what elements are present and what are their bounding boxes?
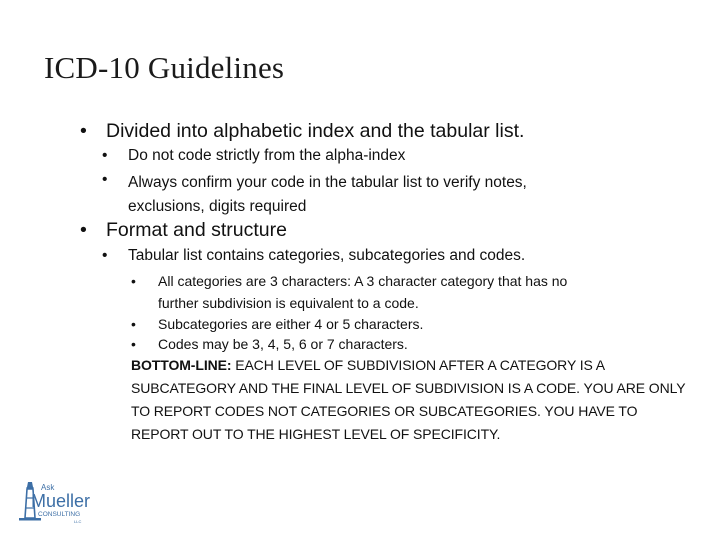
ask-mueller-consulting-logo: [14, 478, 94, 528]
bottom-line-note: [131, 354, 691, 446]
bullet-text: [128, 171, 527, 219]
bullet-glyph: •: [102, 147, 108, 164]
line: exclusions, digits required: [128, 198, 307, 215]
bullet-text: Do not code strictly from the alpha-index: [128, 147, 406, 164]
bullet-glyph: •: [102, 171, 108, 188]
bullet-glyph: •: [131, 273, 136, 289]
sub-bullet-tabular-list: [102, 247, 525, 265]
logo-word-consulting: CONSULTING: [38, 511, 81, 518]
line: further subdivision is equivalent to a code.: [158, 295, 419, 311]
bullet-text: Codes may be 3, 4, 5, 6 or 7 characters.: [158, 336, 408, 352]
sub-bullet-confirm-code: [102, 171, 527, 219]
line: All categories are 3 characters: A 3 character category that has no: [158, 273, 568, 289]
sub-sub-bullet-categories: [131, 270, 567, 314]
sub-sub-bullet-codes: [131, 333, 408, 355]
logo-word-mueller: Mueller: [31, 491, 91, 511]
bullet-glyph: •: [102, 247, 108, 264]
bullet-glyph: •: [131, 316, 136, 332]
bullet-glyph: •: [80, 120, 87, 142]
bullet-text: Divided into alphabetic index and the tabular list.: [106, 120, 525, 142]
bottom-line-label: BOTTOM-LINE:: [131, 357, 232, 373]
sub-bullet-alpha-index: [102, 147, 405, 165]
slide-title: ICD-10 Guidelines: [44, 50, 285, 85]
bullet-text: Format and structure: [106, 219, 287, 241]
bullet-text: [158, 270, 567, 314]
bullet-item-divided: [80, 120, 524, 143]
sub-sub-bullet-subcategories: [131, 313, 423, 335]
bullet-glyph: •: [80, 219, 87, 241]
bullet-item-format: [80, 219, 287, 242]
logo-word-llc: LLC: [74, 519, 82, 524]
logo-word-ask: Ask: [41, 483, 55, 492]
bullet-text: Subcategories are either 4 or 5 characters.: [158, 316, 424, 332]
bottom-line-text: EACH LEVEL OF SUBDIVISION AFTER A CATEGORY IS A SUBCATEGORY AND THE FINAL LEVEL OF SUBDIVISION IS A CODE. YOU ARE ONLY TO REPORT CODES NOT CATEGORIES OR SUBCATEGORIES. YOU HAVE TO REPORT OUT TO THE HIGHEST LEVEL OF SPECIFICITY.: [131, 357, 686, 442]
bullet-glyph: •: [131, 336, 136, 352]
bullet-text: Tabular list contains categories, subcategories and codes.: [128, 247, 526, 264]
line: Always confirm your code in the tabular list to verify notes,: [128, 174, 527, 191]
